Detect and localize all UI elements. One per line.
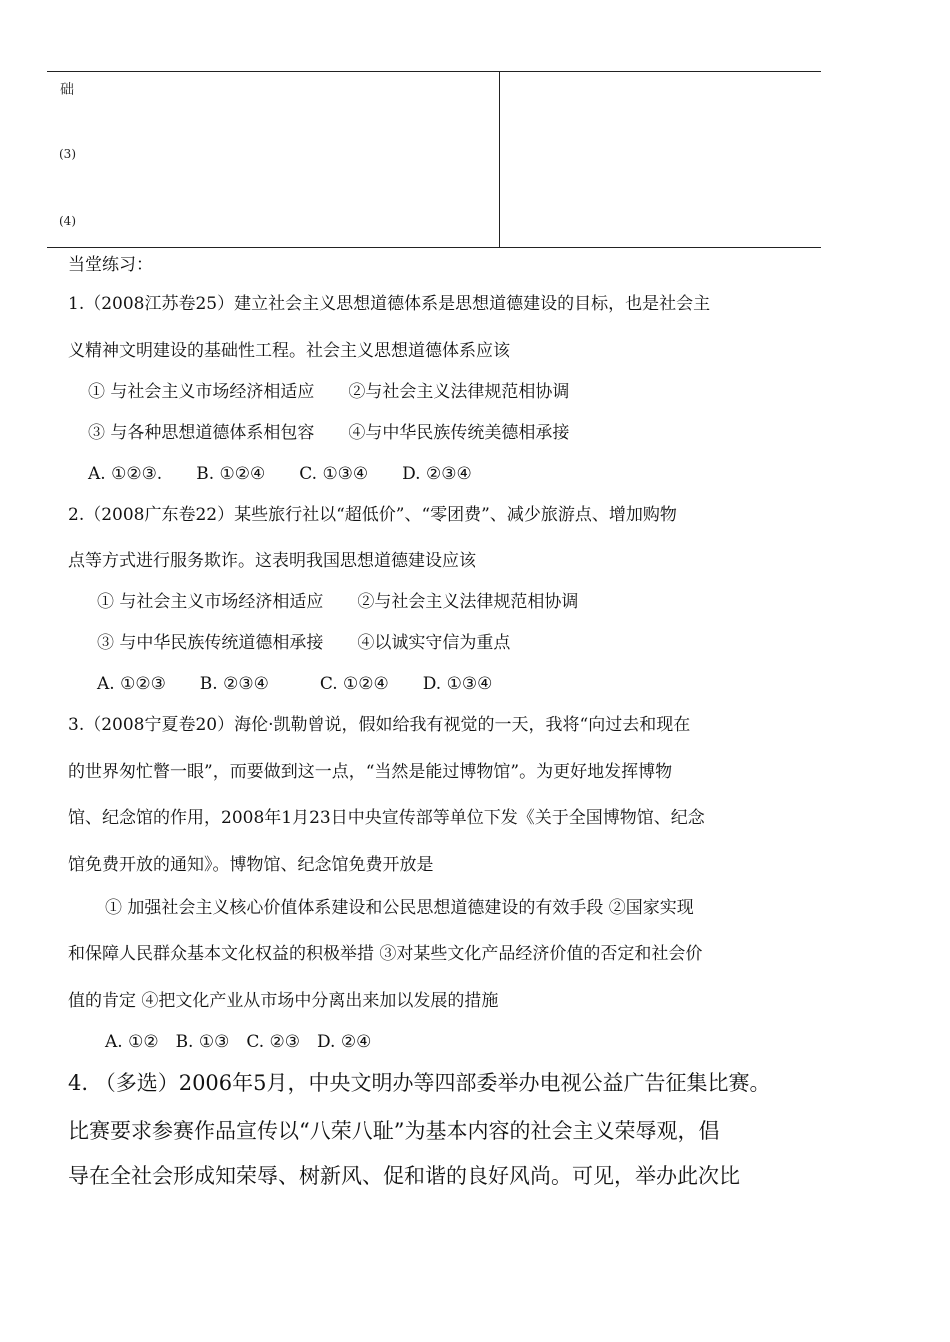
question-1-options-2: ③ 与各种思想道德体系相包容 ④与中华民族传统美德相承接 (88, 423, 570, 443)
question-1-line-1: 1.（2008江苏卷25）建立社会主义思想道德体系是思想道德建设的目标，也是社会主 (68, 294, 711, 314)
question-1-line-2: 义精神文明建设的基础性工程。社会主义思想道德体系应该 (68, 341, 510, 361)
question-3-answers: A. ①② B. ①③ C. ②③ D. ②④ (105, 1032, 372, 1052)
table-bottom-border (47, 247, 821, 248)
section-heading: 当堂练习： (68, 255, 153, 275)
question-1-answers: A. ①②③. B. ①②④ C. ①③④ D. ②③④ (88, 464, 472, 484)
question-3-line-4: 馆免费开放的通知》。博物馆、纪念馆免费开放是 (68, 855, 434, 875)
table-column-divider (499, 71, 500, 248)
question-1-options-1: ① 与社会主义市场经济相适应 ②与社会主义法律规范相协调 (88, 382, 570, 402)
table-cell-item-3: (3) (59, 147, 76, 161)
question-2-answers: A. ①②③ B. ②③④ C. ①②④ D. ①③④ (97, 674, 493, 694)
question-3-line-2: 的世界匆忙瞥一眼”，而要做到这一点，“当然是能过博物馆”。为更好地发挥博物 (68, 762, 673, 782)
question-4-line-3: 导在全社会形成知荣辱、树新风、促和谐的良好风尚。可见，举办此次比 (68, 1164, 740, 1188)
question-3-line-1: 3.（2008宁夏卷20）海伦·凯勒曾说，假如给我有视觉的一天，我将“向过去和现在 (68, 715, 691, 735)
table-top-border (47, 71, 821, 72)
table-cell-item-4: (4) (59, 214, 76, 228)
question-4-line-2: 比赛要求参赛作品宣传以“八荣八耻”为基本内容的社会主义荣辱观，倡 (68, 1119, 720, 1143)
question-2-options-1: ① 与社会主义市场经济相适应 ②与社会主义法律规范相协调 (97, 592, 579, 612)
question-3-line-3: 馆、纪念馆的作用，2008年1月23日中央宣传部等单位下发《关于全国博物馆、纪念 (68, 808, 705, 828)
question-2-line-1: 2.（2008广东卷22）某些旅行社以“超低价”、“零团费”、减少旅游点、增加购物 (68, 505, 677, 525)
question-3-line-5: ① 加强社会主义核心价值体系建设和公民思想道德建设的有效手段 ②国家实现 (105, 898, 694, 918)
table-cell-text: 础 (60, 82, 74, 98)
question-2-options-2: ③ 与中华民族传统道德相承接 ④以诚实守信为重点 (97, 633, 511, 653)
question-2-line-2: 点等方式进行服务欺诈。这表明我国思想道德建设应该 (68, 551, 476, 571)
question-3-line-7: 值的肯定 ④把文化产业从市场中分离出来加以发展的措施 (68, 991, 499, 1011)
question-3-line-6: 和保障人民群众基本文化权益的积极举措 ③对某些文化产品经济价值的否定和社会价 (68, 944, 703, 964)
question-4-line-1: 4. （多选）2006年5月，中央文明办等四部委举办电视公益广告征集比赛。 (68, 1071, 771, 1095)
table-fragment (47, 71, 821, 248)
